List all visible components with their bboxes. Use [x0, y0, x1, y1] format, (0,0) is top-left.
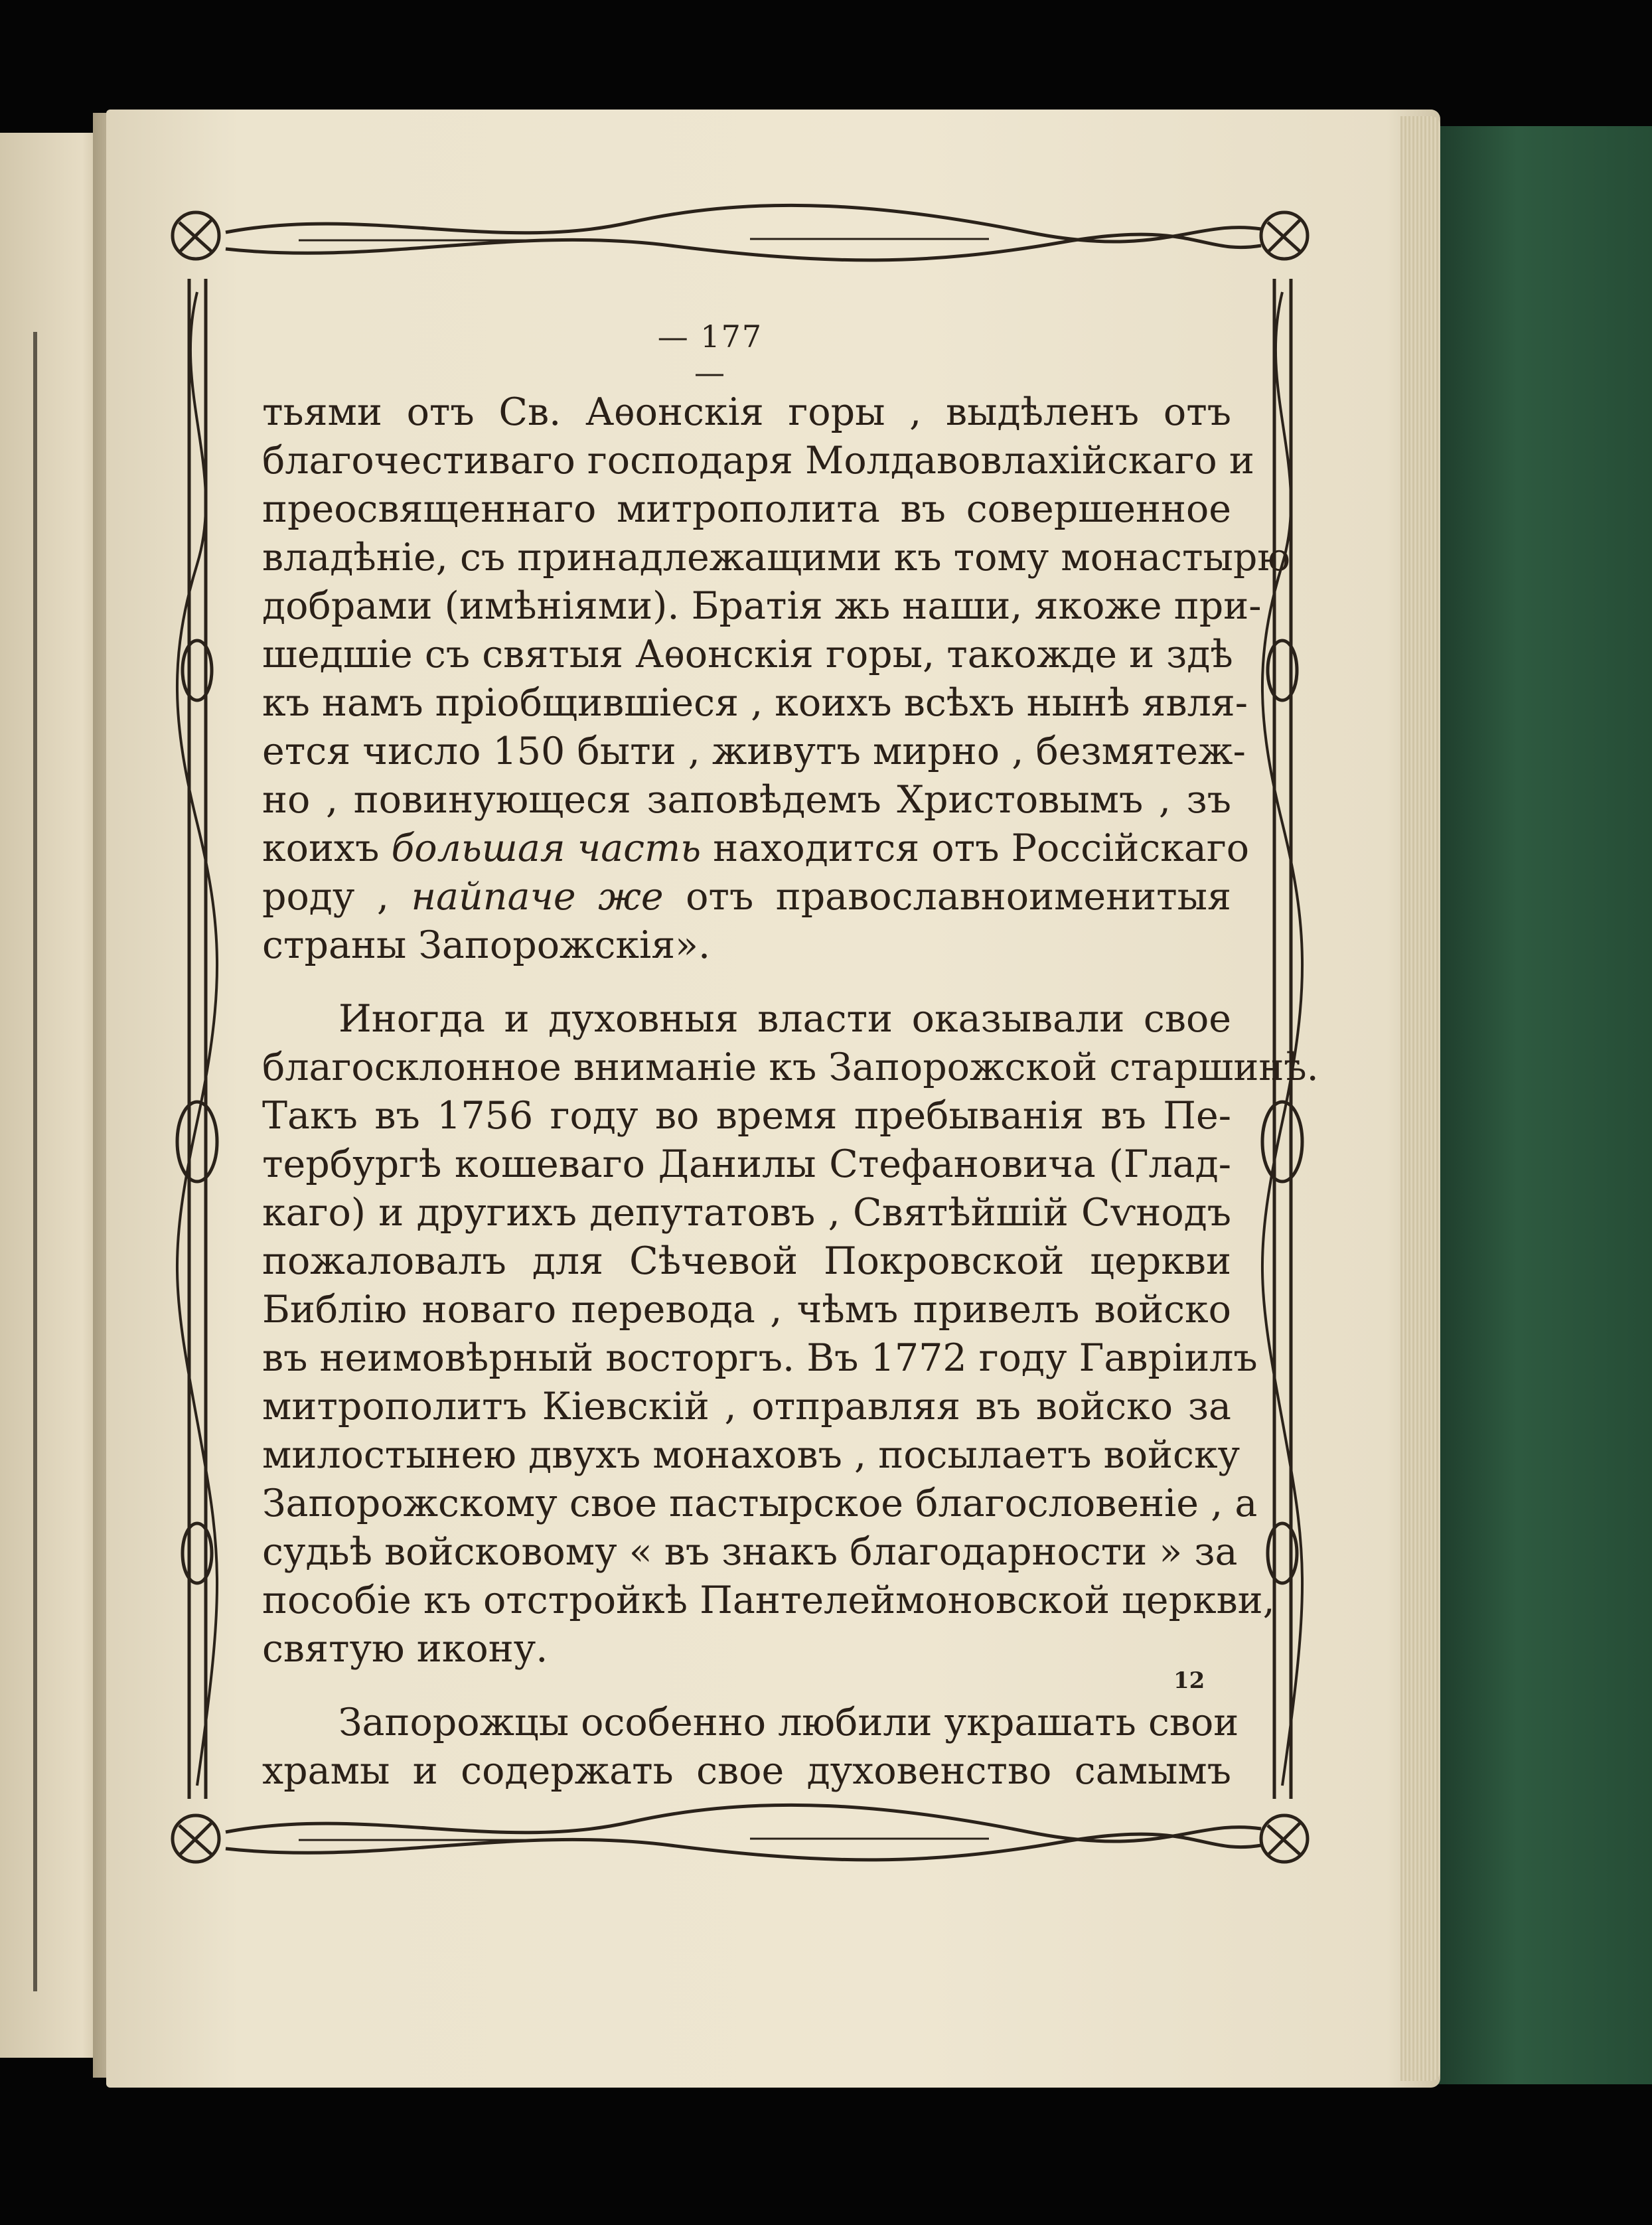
text-line: тьями отъ Св. Аѳонскія горы , выдѣленъ отъ [262, 390, 1231, 434]
text-line: храмы и содержать свое духовенство самымъ [262, 1749, 1231, 1793]
paragraph-gap [262, 970, 1231, 995]
text-line: каго) и другихъ депутатовъ , Святѣйшій Сѵнодъ [262, 1191, 1231, 1235]
text-run: отъ православноименитыя [663, 875, 1231, 919]
text-line: шедшіе съ святыя Аѳонскія горы, такожде и здѣ [262, 633, 1233, 676]
text-run: находится отъ Россійскаго [701, 826, 1250, 870]
text-line: Запорожцы особенно любили украшать свои [338, 1701, 1239, 1744]
text-run: коихъ [262, 826, 392, 870]
text-line: пособіе къ отстройкѣ Пантелеймоновской церкви, [262, 1578, 1275, 1622]
text-run: роду , [262, 875, 412, 919]
body-text [262, 388, 1319, 1796]
text-line: Библію новаго перевода , чѣмъ привелъ войско [262, 1288, 1231, 1332]
text-line: къ намъ пріобщившіеся , коихъ всѣхъ нынѣ явля- [262, 681, 1248, 725]
page-number: — 177 — [657, 319, 763, 390]
italic-phrase: большая часть [391, 826, 702, 870]
left-page-edge [0, 133, 103, 2058]
text-line: благосклонное вниманіе къ Запорожской старшинѣ. [262, 1045, 1319, 1089]
text-line: пожаловалъ для Сѣчевой Покровской церкви [262, 1239, 1231, 1283]
text-line: преосвященнаго митрополита въ совершенное [262, 487, 1231, 531]
text-line: добрами (имѣніями). Братія жь наши, якоже при- [262, 584, 1262, 628]
text-line: Такъ въ 1756 году во время пребыванія въ Пе- [262, 1094, 1231, 1138]
text-line: но , повинующеся заповѣдемъ Христовымъ , зъ [262, 778, 1231, 822]
text-line: милостынею двухъ монаховъ , посылаетъ войску [262, 1433, 1240, 1477]
paragraph-gap [262, 1673, 1231, 1699]
text-line: святую икону. [262, 1627, 548, 1671]
left-page-frame-fragment [0, 332, 37, 1991]
text-line: судьѣ войсковому « въ знакъ благодарности » за [262, 1530, 1238, 1574]
text-line: владѣніе, съ принадлежащими къ тому монастырю [262, 536, 1290, 579]
signature-mark: 12 [1173, 1667, 1205, 1694]
text-line: страны Запорожскія». [262, 923, 711, 967]
text-line-with-italic [262, 873, 1231, 921]
text-line: Иногда и духовныя власти оказывали свое [338, 997, 1231, 1041]
page-edges [1400, 116, 1440, 2081]
text-line: въ неимовѣрный восторгъ. Въ 1772 году Гавріилъ [262, 1336, 1258, 1380]
text-line: митрополитъ Кіевскій , отправляя въ войско за [262, 1385, 1231, 1428]
italic-phrase: найпаче же [411, 875, 664, 919]
text-line: тербургѣ кошеваго Данилы Стефановича (Глад- [262, 1142, 1231, 1186]
text-line: ется число 150 быти , живутъ мирно , безмятеж- [262, 729, 1246, 773]
book-cover [1427, 126, 1652, 2084]
text-line: благочестиваго господаря Молдавовлахійскаго и [262, 439, 1254, 483]
text-line-with-italic [262, 824, 1250, 873]
text-line: Запорожскому свое пастырское благословеніе , а [262, 1482, 1258, 1525]
